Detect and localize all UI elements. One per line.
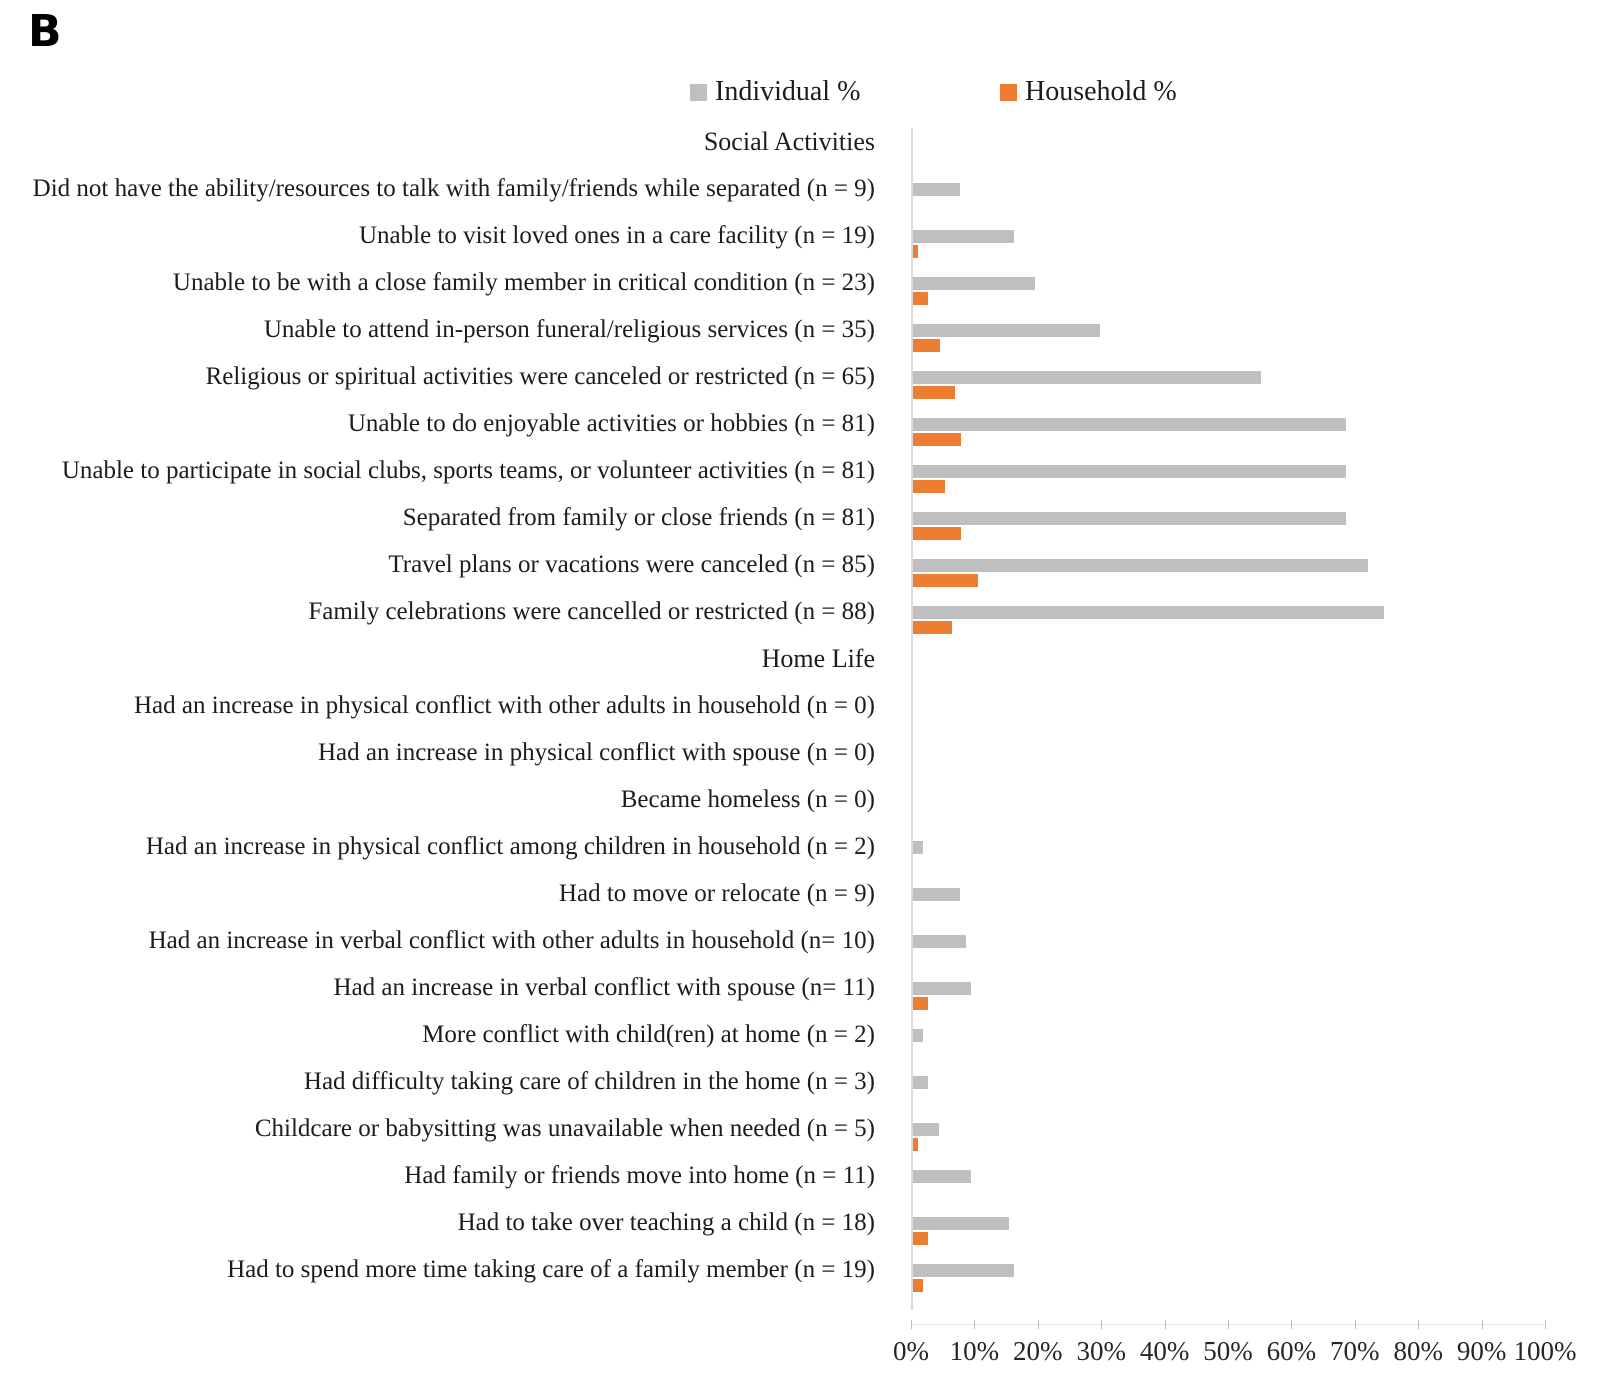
axis-tick-mark [1228, 1320, 1229, 1329]
bar-area [912, 1256, 1545, 1292]
category-label: More conflict with child(ren) at home (n = 2) [422, 1021, 875, 1048]
category-row [0, 598, 1600, 645]
individual-bar [912, 418, 1346, 431]
category-label: Had family or friends move into home (n = 11) [404, 1162, 875, 1189]
household-bar [912, 292, 928, 305]
category-label: Childcare or babysitting was unavailable when needed (n = 5) [254, 1115, 875, 1142]
individual-bar [912, 183, 960, 196]
household-bar [912, 386, 955, 399]
category-label: Became homeless (n = 0) [620, 786, 875, 813]
bar-area [912, 316, 1545, 352]
category-label: Had difficulty taking care of children in the home (n = 3) [303, 1068, 875, 1095]
axis-tick-mark [1165, 1320, 1166, 1329]
category-row [0, 504, 1600, 551]
household-bar [912, 527, 961, 540]
individual-bar [912, 1170, 971, 1183]
category-label: Had an increase in verbal conflict with spouse (n= 11) [333, 974, 875, 1001]
individual-bar [912, 1029, 923, 1042]
bar-area [912, 1162, 1545, 1198]
category-row [0, 927, 1600, 974]
category-label: Had an increase in physical conflict with spouse (n = 0) [318, 739, 875, 766]
axis-tick-mark [1355, 1320, 1356, 1329]
axis-tick-mark [1418, 1320, 1419, 1329]
category-label: Had to take over teaching a child (n = 18) [457, 1209, 875, 1236]
individual-swatch-icon [690, 84, 707, 101]
section-header-label: Home Life [761, 644, 875, 673]
category-label: Did not have the ability/resources to talk with family/friends while separated (n = 9) [32, 175, 875, 202]
category-row [0, 316, 1600, 363]
individual-bar [912, 277, 1035, 290]
category-row [0, 457, 1600, 504]
individual-bar [912, 1076, 928, 1089]
axis-tick-label: 80% [1393, 1336, 1443, 1366]
category-axis-line [911, 128, 913, 1310]
legend-label-individual: Individual % [715, 76, 861, 107]
chart-rows [0, 128, 1600, 1303]
category-row [0, 551, 1600, 598]
legend-item-household [1000, 76, 1177, 108]
category-row [0, 175, 1600, 222]
category-label: Unable to attend in-person funeral/religious services (n = 35) [263, 316, 875, 343]
category-row [0, 1068, 1600, 1115]
bar-area [912, 833, 1545, 869]
household-bar [912, 339, 940, 352]
individual-bar [912, 982, 971, 995]
bar-area [912, 692, 1545, 728]
axis-tick-label: 10% [949, 1336, 1000, 1366]
section-header-row [0, 645, 1600, 692]
category-label: Had an increase in verbal conflict with other adults in household (n= 10) [148, 927, 875, 954]
individual-bar [912, 1264, 1014, 1277]
category-row [0, 974, 1600, 1021]
individual-bar [912, 465, 1346, 478]
axis-tick-mark [1101, 1320, 1102, 1329]
bar-area [912, 1068, 1545, 1104]
section-header-row [0, 128, 1600, 175]
category-row [0, 833, 1600, 880]
axis-tick-label: 70% [1330, 1336, 1380, 1366]
household-bar [912, 997, 928, 1010]
bar-area [912, 551, 1545, 587]
category-label: Had to spend more time taking care of a family member (n = 19) [227, 1256, 875, 1283]
bar-area [912, 175, 1545, 211]
bar-area [912, 410, 1545, 446]
axis-tick-mark [1291, 1320, 1292, 1329]
individual-bar [912, 1217, 1009, 1230]
household-bar [912, 1279, 923, 1292]
category-row [0, 739, 1600, 786]
section-header-label: Social Activities [703, 127, 875, 156]
individual-bar [912, 606, 1384, 619]
category-label: Travel plans or vacations were canceled (n = 85) [388, 551, 875, 578]
bar-area [912, 222, 1545, 258]
household-bar [912, 480, 945, 493]
panel-letter: B [28, 6, 62, 57]
category-label: Had an increase in physical conflict with other adults in household (n = 0) [134, 692, 875, 719]
axis-tick-label: 50% [1203, 1336, 1253, 1366]
category-row [0, 1209, 1600, 1256]
bar-area [912, 739, 1545, 775]
value-axis [893, 1318, 1577, 1378]
legend-label-household: Household % [1025, 76, 1177, 107]
bar-area [912, 598, 1545, 634]
individual-bar [912, 512, 1346, 525]
axis-tick-mark [1545, 1320, 1546, 1329]
individual-bar [912, 559, 1368, 572]
bar-area [912, 880, 1545, 916]
category-label: Unable to be with a close family member in critical condition (n = 23) [172, 269, 875, 296]
bar-area [912, 927, 1545, 963]
household-bar [912, 1232, 928, 1245]
axis-tick-mark [911, 1320, 912, 1329]
individual-bar [912, 841, 923, 854]
category-row [0, 269, 1600, 316]
axis-tick-label: 40% [1139, 1336, 1190, 1366]
individual-bar [912, 1123, 939, 1136]
bar-area [912, 457, 1545, 493]
category-label: Had to move or relocate (n = 9) [558, 880, 875, 907]
household-swatch-icon [1000, 84, 1017, 101]
individual-bar [912, 230, 1014, 243]
category-row [0, 363, 1600, 410]
axis-tick-mark [1482, 1320, 1483, 1329]
category-row [0, 1256, 1600, 1303]
axis-tick-label: 30% [1076, 1336, 1126, 1366]
category-label: Had an increase in physical conflict among children in household (n = 2) [145, 833, 875, 860]
category-row [0, 692, 1600, 739]
category-row [0, 1021, 1600, 1068]
bar-area [912, 363, 1545, 399]
axis-tick-label: 0% [893, 1336, 929, 1366]
bar-area [912, 269, 1545, 305]
category-row [0, 1115, 1600, 1162]
category-row [0, 1162, 1600, 1209]
legend-item-individual [690, 76, 860, 108]
category-row [0, 880, 1600, 927]
household-bar [912, 574, 978, 587]
category-label: Family celebrations were cancelled or restricted (n = 88) [308, 598, 875, 625]
individual-bar [912, 888, 960, 901]
individual-bar [912, 935, 966, 948]
category-label: Unable to participate in social clubs, sports teams, or volunteer activities (n = 81) [61, 457, 875, 484]
axis-tick-mark [1038, 1320, 1039, 1329]
axis-tick-label: 60% [1266, 1336, 1317, 1366]
bar-area [912, 1115, 1545, 1151]
household-bar [912, 433, 961, 446]
individual-bar [912, 371, 1261, 384]
bar-area [912, 974, 1545, 1010]
category-row [0, 786, 1600, 833]
axis-tick-label: 90% [1456, 1336, 1507, 1366]
bar-area [912, 786, 1545, 822]
bar-area [912, 504, 1545, 540]
category-label: Religious or spiritual activities were canceled or restricted (n = 65) [205, 363, 875, 390]
bar-area [912, 1021, 1545, 1057]
category-row [0, 410, 1600, 457]
individual-bar [912, 324, 1100, 337]
bar-area [912, 1209, 1545, 1245]
category-row [0, 222, 1600, 269]
category-label: Separated from family or close friends (n = 81) [402, 504, 875, 531]
axis-tick-label: 100% [1513, 1336, 1577, 1366]
axis-tick-mark [974, 1320, 975, 1329]
axis-tick-label: 20% [1013, 1336, 1063, 1366]
category-label: Unable to visit loved ones in a care facility (n = 19) [358, 222, 875, 249]
household-bar [912, 621, 952, 634]
legend [0, 76, 1600, 108]
category-label: Unable to do enjoyable activities or hobbies (n = 81) [347, 410, 875, 437]
